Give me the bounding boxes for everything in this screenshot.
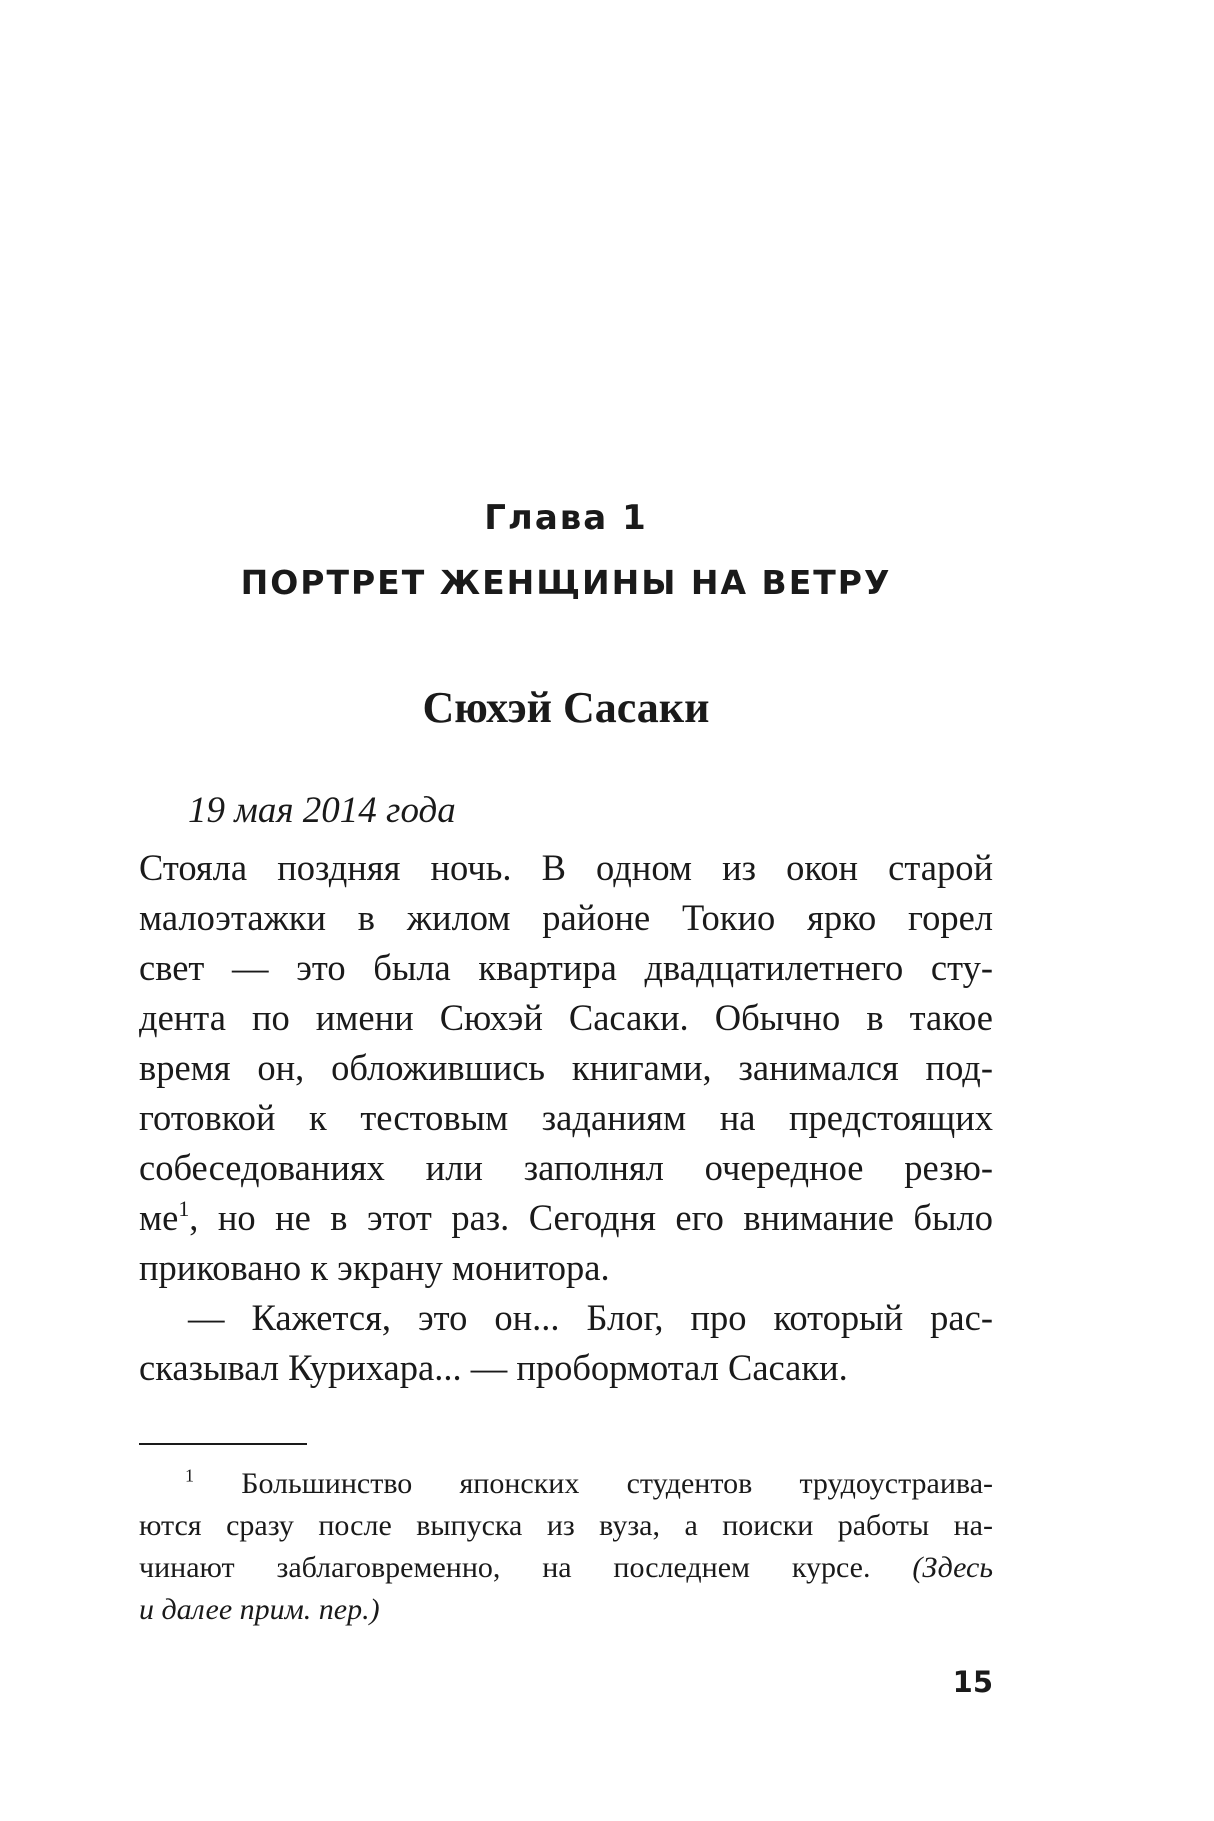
footnote-divider bbox=[139, 1443, 307, 1445]
footnote-line bbox=[139, 1463, 993, 1505]
body-line-with-footnote bbox=[139, 1193, 993, 1243]
body-line: Стояла поздняя ночь. В одном из окон старой bbox=[139, 847, 993, 888]
chapter-title: ПОРТРЕТ ЖЕНЩИНЫ НА ВЕТРУ bbox=[240, 563, 892, 602]
footnote-line: ются сразу после выпуска из вуза, а поиски работы на- bbox=[139, 1509, 993, 1542]
body-line: приковано к экрану монитора. bbox=[139, 1247, 610, 1288]
body-line: время он, обложившись книгами, занимался под- bbox=[139, 1047, 993, 1088]
body-line: малоэтажки в жилом районе Токио ярко горел bbox=[139, 897, 993, 938]
footnote-line-text: Большинство японских студентов трудоустраива- bbox=[241, 1467, 993, 1500]
chapter-label bbox=[0, 498, 1132, 538]
footnote-marker: 1 bbox=[185, 1465, 194, 1486]
body-line: собеседованиях или заполнял очередное резю- bbox=[139, 1147, 993, 1188]
footnote-reference[interactable]: 1 bbox=[178, 1195, 190, 1221]
body-line: сказывал Курихара... — пробормотал Сасаки. bbox=[139, 1347, 848, 1388]
footnote-line: и далее прим. пер.) bbox=[139, 1593, 380, 1626]
footnote-line bbox=[139, 1547, 993, 1589]
footnote bbox=[139, 1463, 993, 1631]
page-number: 15 bbox=[952, 1665, 993, 1699]
footnote-note: (Здесь bbox=[912, 1551, 993, 1584]
body-line-end: , но не в этот раз. Сегодня его внимание было bbox=[189, 1197, 993, 1238]
body-line: — Кажется, это он... Блог, про который рас- bbox=[188, 1297, 993, 1338]
body-line: свет — это была квартира двадцатилетнего сту- bbox=[139, 947, 993, 988]
chapter-label-text: Глава 1 bbox=[484, 498, 648, 538]
footnote-line-text: чинают заблаговременно, на последнем курсе. bbox=[139, 1551, 871, 1584]
body-line: готовкой к тестовым заданиям на предстоящих bbox=[139, 1097, 993, 1138]
section-title: Сюхэй Сасаки bbox=[422, 683, 710, 732]
body-line-start: ме bbox=[139, 1197, 179, 1238]
body-line: дента по имени Сюхэй Сасаки. Обычно в такое bbox=[139, 997, 993, 1038]
date-line: 19 мая 2014 года bbox=[188, 790, 456, 831]
body-text bbox=[139, 843, 993, 1393]
